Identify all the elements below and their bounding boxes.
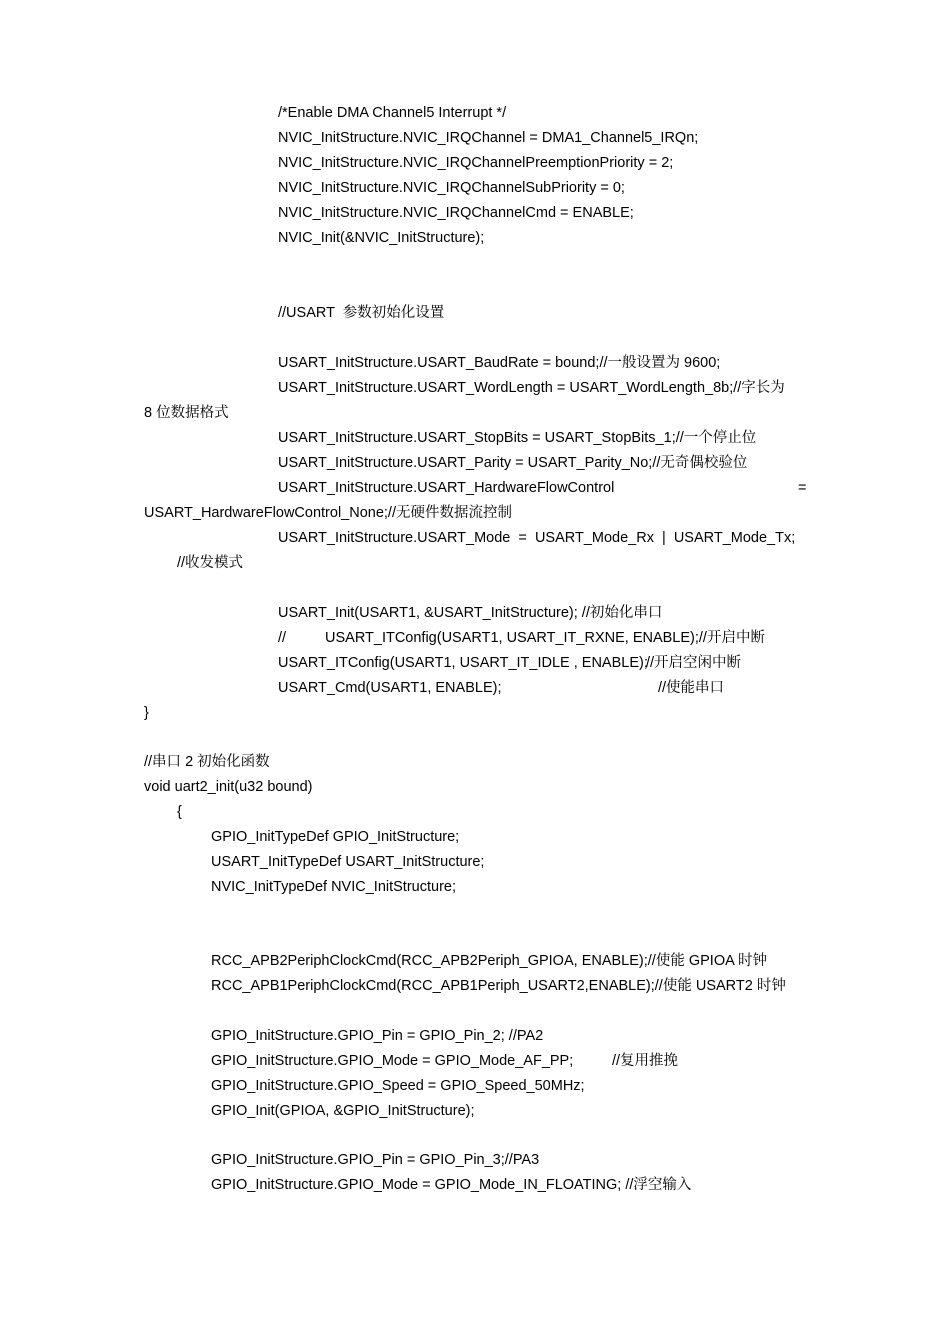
code-line: USART_InitStructure.USART_HardwareFlowControl (278, 480, 615, 496)
code-line: USART_ITConfig(USART1, USART_IT_RXNE, ENABLE);//开启中断 (325, 630, 765, 646)
code-line: NVIC_InitStructure.NVIC_IRQChannel = DMA1_Channel5_IRQn; (278, 130, 699, 146)
code-line: GPIO_Init(GPIOA, &GPIO_InitStructure); (211, 1103, 475, 1119)
code-line: USART_Init(USART1, &USART_InitStructure); //初始化串口 (278, 605, 663, 621)
code-line: USART_InitStructure.USART_Parity = USART_Parity_No;//无奇偶校验位 (278, 455, 748, 471)
code-line: NVIC_InitStructure.NVIC_IRQChannelCmd = ENABLE; (278, 205, 634, 221)
closing-brace: } (144, 705, 149, 721)
code-comment: //开启空闲中断 (646, 655, 742, 671)
code-comment: //使能串口 (658, 680, 725, 696)
code-comment: //复用推挽 (612, 1053, 679, 1069)
code-line: NVIC_InitStructure.NVIC_IRQChannelPreemptionPriority = 2; (278, 155, 674, 171)
code-line: GPIO_InitStructure.GPIO_Speed = GPIO_Speed_50MHz; (211, 1078, 585, 1094)
code-line: USART_InitTypeDef USART_InitStructure; (211, 854, 485, 870)
code-line: NVIC_InitTypeDef NVIC_InitStructure; (211, 879, 456, 895)
code-line: GPIO_InitStructure.GPIO_Pin = GPIO_Pin_3;//PA3 (211, 1152, 540, 1168)
code-line: USART_ITConfig(USART1, USART_IT_IDLE , ENABLE); (278, 655, 648, 671)
code-line: USART_InitStructure.USART_BaudRate = bound;//一般设置为 9600; (278, 355, 721, 371)
code-line: USART_InitStructure.USART_WordLength = USART_WordLength_8b;//字长为 (278, 380, 785, 396)
code-line: NVIC_Init(&NVIC_InitStructure); (278, 230, 485, 246)
code-line: USART_InitStructure.USART_StopBits = USART_StopBits_1;//一个停止位 (278, 430, 757, 446)
code-token-equals: = (798, 480, 807, 496)
opening-brace: { (177, 804, 182, 820)
code-line: GPIO_InitStructure.GPIO_Pin = GPIO_Pin_2; //PA2 (211, 1028, 544, 1044)
code-line: NVIC_InitStructure.NVIC_IRQChannelSubPriority = 0; (278, 180, 625, 196)
code-line: USART_Cmd(USART1, ENABLE); (278, 680, 502, 696)
code-line: GPIO_InitStructure.GPIO_Mode = GPIO_Mode_IN_FLOATING; //浮空输入 (211, 1177, 692, 1193)
code-line-wrap: USART_HardwareFlowControl_None;//无硬件数据流控制 (144, 505, 512, 521)
code-line-wrap: 8 位数据格式 (144, 405, 229, 421)
code-line: /*Enable DMA Channel5 Interrupt */ (278, 105, 507, 121)
code-line-wrap: //收发模式 (177, 555, 244, 571)
code-comment-prefix: // (278, 630, 287, 646)
code-line: RCC_APB2PeriphClockCmd(RCC_APB2Periph_GPIOA, ENABLE);//使能 GPIOA 时钟 (211, 953, 768, 969)
function-signature: void uart2_init(u32 bound) (144, 779, 313, 795)
comment-line: //串口 2 初始化函数 (144, 754, 270, 770)
code-line: USART_InitStructure.USART_Mode = USART_Mode_Rx | USART_Mode_Tx; (278, 530, 796, 546)
code-line: GPIO_InitTypeDef GPIO_InitStructure; (211, 829, 460, 845)
comment-line: //USART 参数初始化设置 (278, 305, 445, 321)
code-line: RCC_APB1PeriphClockCmd(RCC_APB1Periph_USART2,ENABLE);//使能 USART2 时钟 (211, 978, 786, 994)
code-line: GPIO_InitStructure.GPIO_Mode = GPIO_Mode_AF_PP; (211, 1053, 574, 1069)
